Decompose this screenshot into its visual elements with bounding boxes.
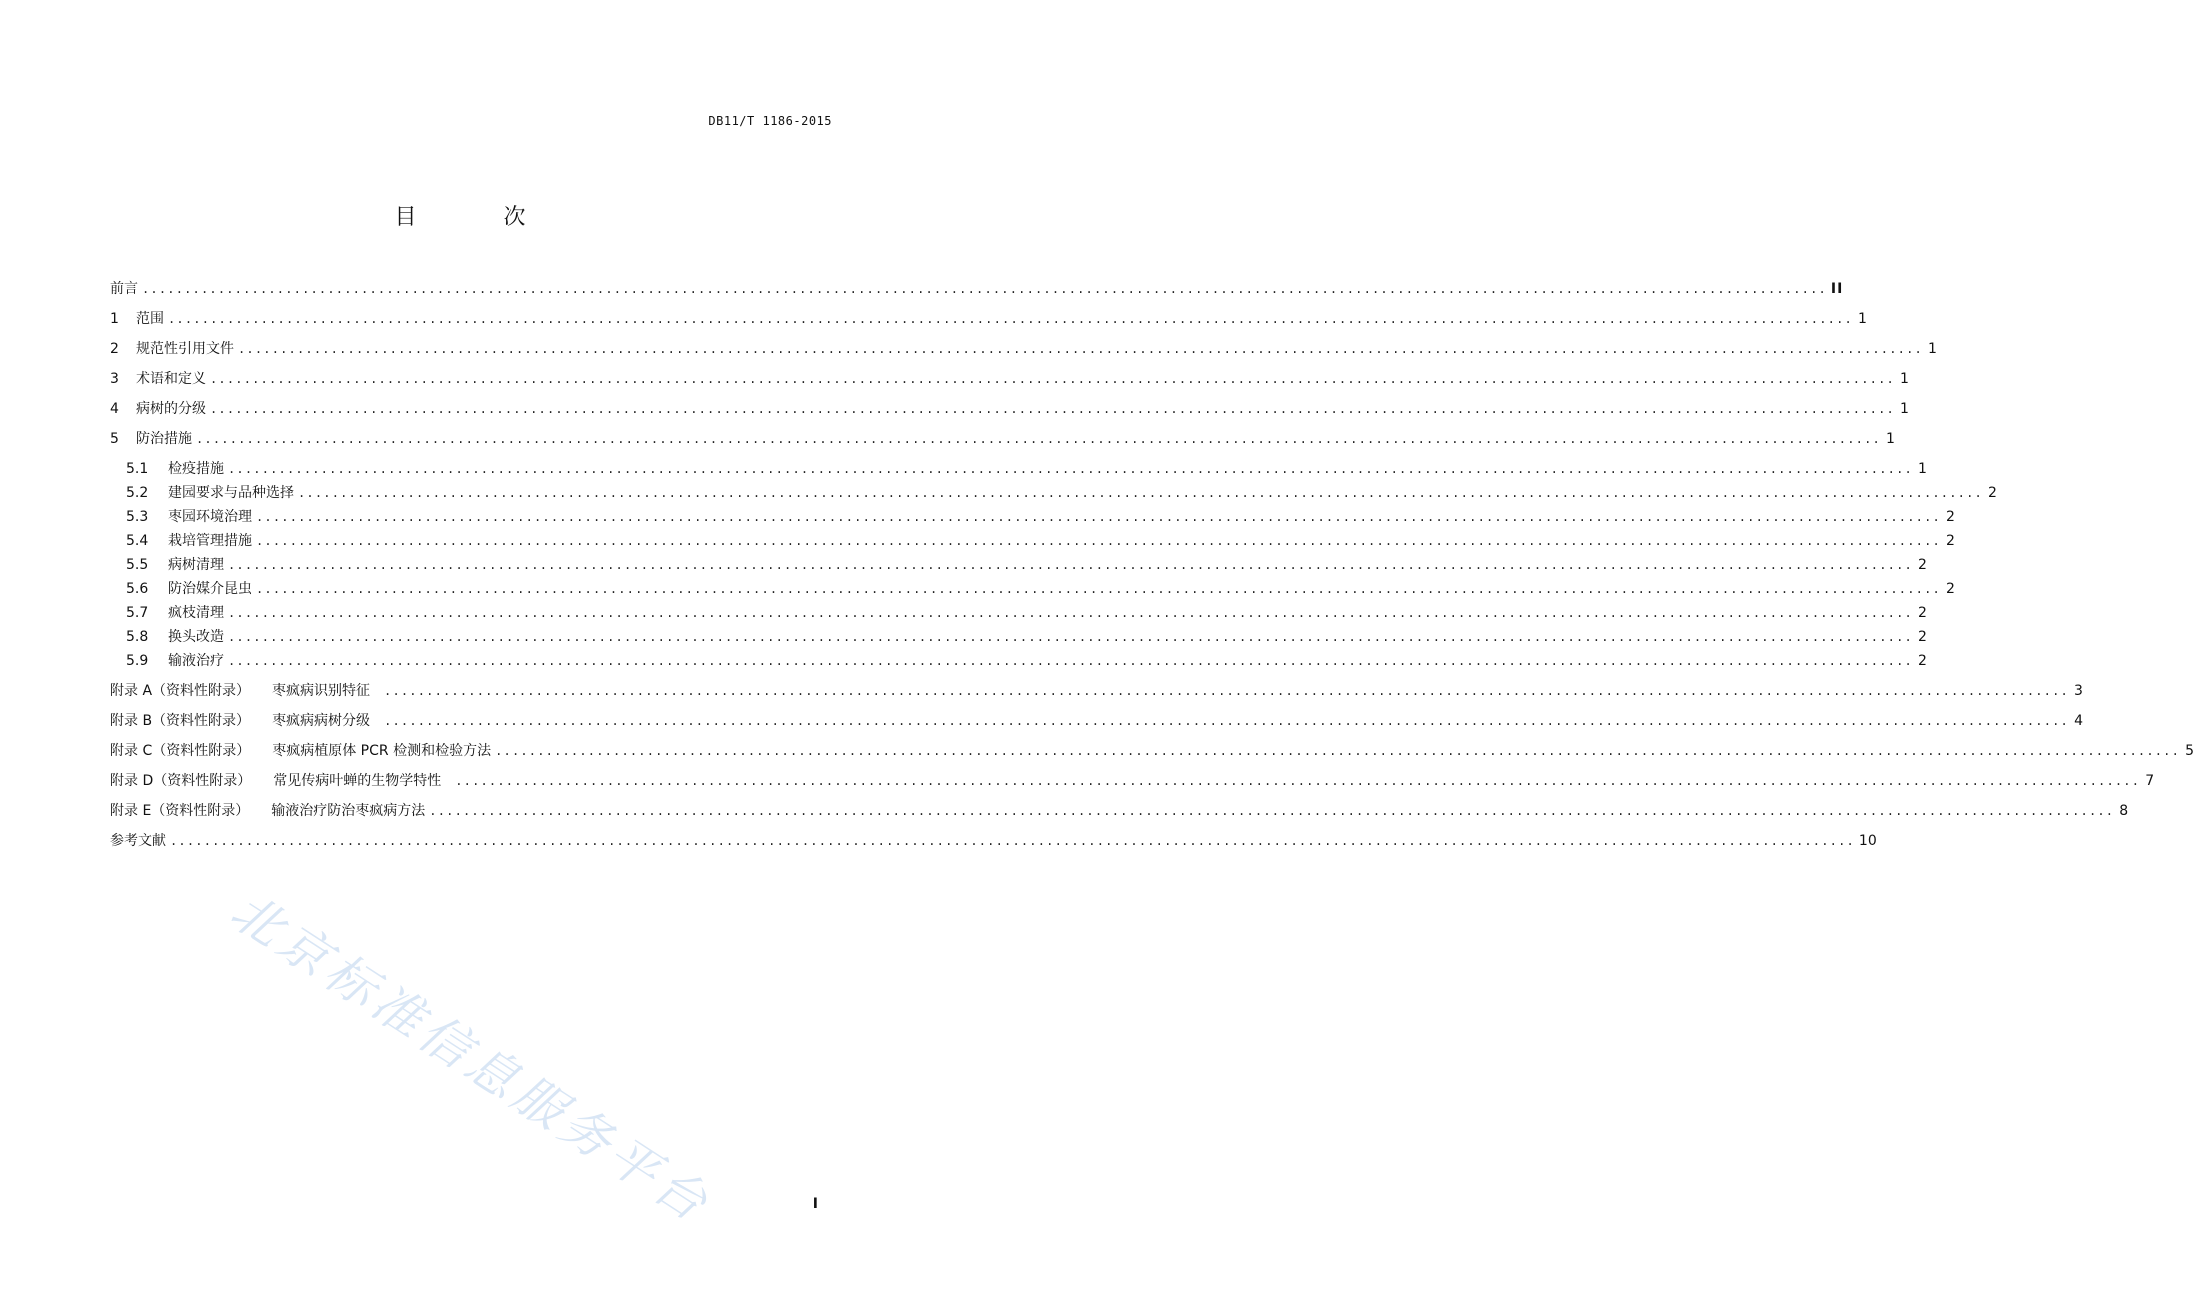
subsection-number: 5.4: [126, 533, 149, 549]
page-number: I: [812, 1196, 818, 1212]
section-number: 5: [110, 431, 119, 447]
toc-label: 范围: [136, 311, 164, 327]
dot-leader: ........................................................................................................................................................................................................: [429, 804, 2115, 818]
annex-title: 常见传病叶蝉的生物学特性: [273, 773, 442, 789]
annex-prefix: 附录 B（资料性附录）: [110, 713, 251, 729]
toc-entry-annex[interactable]: [110, 770, 2155, 794]
subsection-number: 5.7: [126, 605, 149, 621]
dot-leader: ........................................................................................................................................................................................................: [238, 342, 1923, 356]
toc-label: 防治媒介昆虫: [168, 581, 252, 597]
section-number: 1: [110, 311, 119, 327]
watermark: 北京标准信息服务平台: [220, 881, 722, 1235]
dot-leader: ........................................................................................................................................................................................................: [228, 558, 1913, 572]
toc-page-number: 1: [1928, 341, 1937, 357]
annex-title: 枣疯病病树分级: [272, 713, 371, 729]
toc-entry-subsection[interactable]: [126, 554, 1927, 578]
dot-leader: ........................................................................................................................................................................................................: [228, 606, 1913, 620]
standard-code: DB11/T 1186-2015: [708, 114, 832, 128]
toc-label: 病树的分级: [136, 401, 206, 417]
toc-page-number: 10: [1858, 833, 1877, 849]
annex-prefix: 附录 C（资料性附录）: [110, 743, 251, 759]
toc-label: 规范性引用文件: [136, 341, 234, 357]
dot-leader: ........................................................................................................................................................................................................: [142, 282, 1827, 296]
toc-entry-subsection[interactable]: [126, 458, 1927, 482]
dot-leader: ........................................................................................................................................................................................................: [495, 744, 2181, 758]
subsection-number: 5.3: [126, 509, 149, 525]
toc-entry-section[interactable]: [110, 428, 1895, 452]
toc-label: 前言: [110, 281, 138, 297]
toc-entry-section[interactable]: [110, 338, 1937, 362]
subsection-number: 5.9: [126, 653, 149, 669]
dot-leader: ........................................................................................................................................................................................................: [298, 486, 1983, 500]
dot-leader: ........................................................................................................................................................................................................: [210, 372, 1895, 386]
toc-page-number: 2: [1946, 509, 1955, 525]
toc-entry-subsection[interactable]: [126, 578, 1955, 602]
dot-leader: ........................................................................................................................................................................................................: [228, 630, 1913, 644]
toc-label: 参考文献: [110, 833, 166, 849]
annex-title: 枣疯病植原体 PCR 检测和检验方法: [272, 743, 492, 759]
toc-entry-annex[interactable]: [110, 800, 2129, 824]
toc-label: 输液治疗: [168, 653, 224, 669]
toc-entry-references[interactable]: [110, 830, 1877, 854]
subsection-number: 5.8: [126, 629, 149, 645]
dot-leader: ........................................................................................................................................................................................................: [455, 774, 2141, 788]
toc-entry-subsection[interactable]: [126, 626, 1927, 650]
toc-label: 疯枝清理: [168, 605, 224, 621]
toc-label: 防治措施: [136, 431, 192, 447]
toc-page-number: 1: [1900, 401, 1909, 417]
toc-label: 栽培管理措施: [168, 533, 252, 549]
toc-page-number: 2: [1946, 581, 1955, 597]
toc-label: 检疫措施: [168, 461, 224, 477]
dot-leader: ........................................................................................................................................................................................................: [210, 402, 1895, 416]
toc-label: 病树清理: [168, 557, 224, 573]
dot-leader: ........................................................................................................................................................................................................: [170, 834, 1855, 848]
annex-prefix: 附录 D（资料性附录）: [110, 773, 252, 789]
toc-label: 术语和定义: [136, 371, 206, 387]
dot-leader: ........................................................................................................................................................................................................: [168, 312, 1853, 326]
toc-page-number: 8: [2119, 803, 2129, 819]
toc-page-number: 7: [2145, 773, 2155, 789]
dot-leader: ........................................................................................................................................................................................................: [256, 582, 1941, 596]
dot-leader: ........................................................................................................................................................................................................: [384, 684, 2069, 698]
section-number: 2: [110, 341, 119, 357]
toc-entry-annex[interactable]: [110, 680, 2083, 704]
annex-prefix: 附录 A（资料性附录）: [110, 683, 251, 699]
subsection-number: 5.2: [126, 485, 149, 501]
toc-entry-annex[interactable]: [110, 740, 2194, 764]
toc-entry-subsection[interactable]: [126, 650, 1927, 674]
toc-entry-subsection[interactable]: [126, 506, 1955, 530]
toc-page-number: II: [1830, 281, 1844, 297]
toc-entry-foreword[interactable]: [110, 278, 1844, 302]
toc-page-number: 1: [1900, 371, 1909, 387]
page-title: 目 次: [394, 205, 566, 230]
toc-page-number: 2: [1918, 653, 1927, 669]
section-number: 4: [110, 401, 119, 417]
annex-title: 输液治疗防治枣疯病方法: [271, 803, 426, 819]
toc-page-number: 5: [2185, 743, 2194, 759]
toc-entry-section[interactable]: [110, 368, 1909, 392]
toc-label: 换头改造: [168, 629, 224, 645]
toc-entry-subsection[interactable]: [126, 602, 1927, 626]
dot-leader: ........................................................................................................................................................................................................: [196, 432, 1881, 446]
dot-leader: ........................................................................................................................................................................................................: [256, 534, 1941, 548]
toc-entry-subsection[interactable]: [126, 482, 1997, 506]
dot-leader: ........................................................................................................................................................................................................: [228, 462, 1913, 476]
annex-title: 枣疯病识别特征: [272, 683, 371, 699]
subsection-number: 5.1: [126, 461, 149, 477]
toc-page-number: 1: [1886, 431, 1895, 447]
toc-page-number: 2: [1988, 485, 1997, 501]
toc-page-number: 1: [1918, 461, 1927, 477]
dot-leader: ........................................................................................................................................................................................................: [384, 714, 2069, 728]
toc-page-number: 2: [1946, 533, 1955, 549]
toc-page-number: 2: [1918, 557, 1927, 573]
toc-page-number: 4: [2074, 713, 2083, 729]
toc-label: 建园要求与品种选择: [168, 485, 294, 501]
subsection-number: 5.6: [126, 581, 149, 597]
annex-prefix: 附录 E（资料性附录）: [110, 803, 250, 819]
toc-entry-section[interactable]: [110, 308, 1867, 332]
toc-label: 枣园环境治理: [168, 509, 252, 525]
dot-leader: ........................................................................................................................................................................................................: [228, 654, 1913, 668]
toc-page-number: 1: [1858, 311, 1867, 327]
section-number: 3: [110, 371, 119, 387]
subsection-number: 5.5: [126, 557, 149, 573]
toc-page-number: 2: [1918, 605, 1927, 621]
dot-leader: ........................................................................................................................................................................................................: [256, 510, 1941, 524]
toc-page-number: 2: [1918, 629, 1927, 645]
toc-page-number: 3: [2074, 683, 2083, 699]
toc-entry-section[interactable]: [110, 398, 1909, 422]
toc-entry-annex[interactable]: [110, 710, 2083, 734]
toc-entry-subsection[interactable]: [126, 530, 1955, 554]
